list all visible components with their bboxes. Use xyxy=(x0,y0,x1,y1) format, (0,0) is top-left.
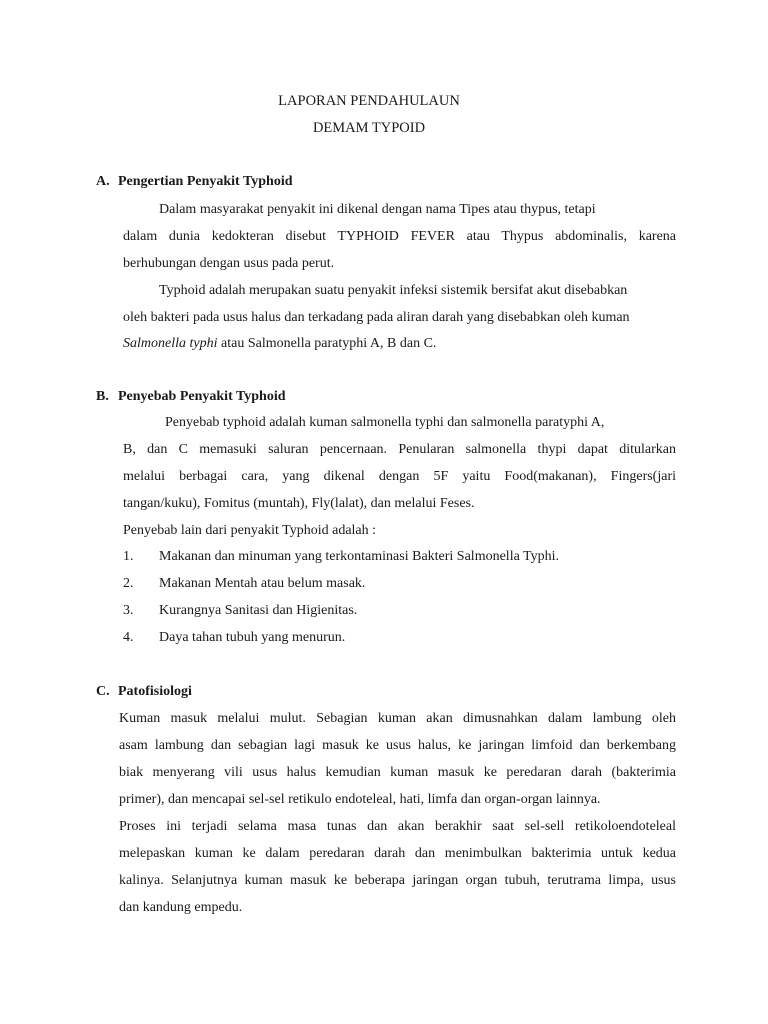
section-c-p1-line4: primer), dan mencapai sel-sel retikulo endoteleal, hati, limfa dan organ-organ lainnya. xyxy=(119,792,601,807)
section-b-p1-line3: melalui berbagai cara, yang dikenal dengan 5F yaitu Food(makanan), Fingers(jari xyxy=(123,469,676,484)
section-b-letter: B. xyxy=(96,389,109,404)
list-item-number: 3. xyxy=(123,603,134,618)
section-a-p2-line1: Typhoid adalah merupakan suatu penyakit infeksi sistemik bersifat akut disebabkan xyxy=(159,283,628,298)
section-b-p1-line4: tangan/kuku), Fomitus (muntah), Fly(lalat), dan melalui Feses. xyxy=(123,496,475,511)
section-c-heading xyxy=(96,684,192,700)
section-a-p1-line3: berhubungan dengan usus pada perut. xyxy=(123,256,335,271)
list-item-text: Makanan dan minuman yang terkontaminasi Bakteri Salmonella Typhi. xyxy=(159,549,560,564)
italic-species-name: Salmonella typhi xyxy=(123,336,218,351)
section-a-p1-line1: Dalam masyarakat penyakit ini dikenal dengan nama Tipes atau thypus, tetapi xyxy=(159,202,596,217)
section-a-title: Pengertian Penyakit Typhoid xyxy=(118,174,293,189)
section-b-heading xyxy=(96,389,286,405)
section-a-p2-line2: oleh bakteri pada usus halus dan terkadang pada aliran darah yang disebabkan oleh kuman xyxy=(123,310,630,325)
list-item-text: Makanan Mentah atau belum masak. xyxy=(159,576,366,591)
list-item-number: 2. xyxy=(123,576,134,591)
section-a-p2-line3 xyxy=(123,335,436,353)
list-item-text: Daya tahan tubuh yang menurun. xyxy=(159,630,346,645)
section-c-p2-line2: melepaskan kuman ke dalam peredaran darah dan menimbulkan bakterimia untuk kedua xyxy=(119,846,676,861)
section-c-p1-line1: Kuman masuk melalui mulut. Sebagian kuman akan dimusnahkan dalam lambung oleh xyxy=(119,711,676,726)
section-c-p2-line1: Proses ini terjadi selama masa tunas dan akan berakhir saat sel-sell retikoloendoteleal xyxy=(119,819,676,834)
section-b-p1-line1: Penyebab typhoid adalah kuman salmonella typhi dan salmonella paratyphi A, xyxy=(165,415,605,430)
section-c-title: Patofisiologi xyxy=(118,684,192,699)
document-subtitle: DEMAM TYPOID xyxy=(312,120,426,136)
section-c-letter: C. xyxy=(96,684,110,699)
document-title: LAPORAN PENDAHULAUN xyxy=(278,93,460,109)
section-b-p2: Penyebab lain dari penyakit Typhoid adalah : xyxy=(123,523,377,538)
section-a-heading xyxy=(96,174,293,190)
section-a-p2-end: atau Salmonella paratyphi A, B dan C. xyxy=(217,336,437,351)
section-a-p1-line2: dalam dunia kedokteran disebut TYPHOID FEVER atau Thypus abdominalis, karena xyxy=(123,229,676,244)
section-c-p1-line3: biak menyerang vili usus halus kemudian kuman masuk ke peredaran darah (bakterimia xyxy=(119,765,676,780)
section-b-p1-line2: B, dan C memasuki saluran pencernaan. Penularan salmonella thypi dapat ditularkan xyxy=(123,442,676,457)
section-a-letter: A. xyxy=(96,174,110,189)
section-c-p2-line3: kalinya. Selanjutnya kuman masuk ke beberapa jaringan organ tubuh, terutrama limpa, usus xyxy=(119,873,676,888)
list-item-text: Kurangnya Sanitasi dan Higienitas. xyxy=(159,603,358,618)
list-item-number: 1. xyxy=(123,549,134,564)
list-item-number: 4. xyxy=(123,630,134,645)
section-b-title: Penyebab Penyakit Typhoid xyxy=(118,389,286,404)
section-c-p1-line2: asam lambung dan sebagian lagi masuk ke usus halus, ke jaringan limfoid dan berkembang xyxy=(119,738,676,753)
section-c-p2-line4: dan kandung empedu. xyxy=(119,900,243,915)
